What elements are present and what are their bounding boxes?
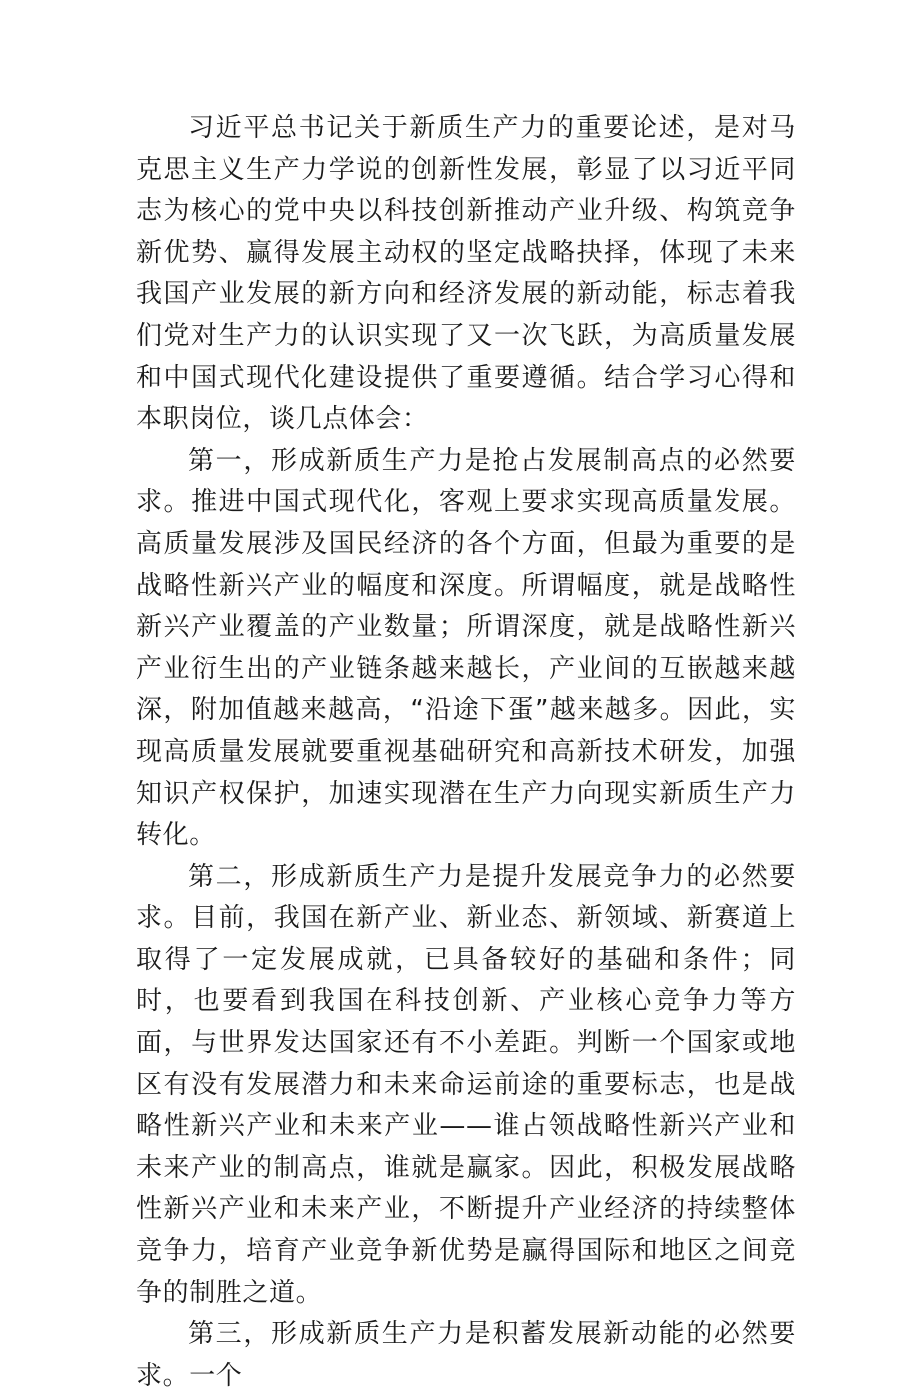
paragraph-point-two: 第二，形成新质生产力是提升发展竞争力的必然要求。目前，我国在新产业、新业态、新领域、新赛道上取得了一定发展成就，已具备较好的基础和条件；同时，也要看到我国在科技创新、产业核心竞争力等方面，与世界发达国家还有不小差距。判断一个国家或地区有没有发展潜力和未来命运前途的重要标志，也是战略性新兴产业和未来产业——谁占领战略性新兴产业和未来产业的制高点，谁就是赢家。因此，积极发展战略性新兴产业和未来产业，不断提升产业经济的持续整体竞争力，培育产业竞争新优势是赢得国际和地区之间竞争的制胜之道。	[136, 861, 796, 1308]
paragraph-point-three: 第三，形成新质生产力是积蓄发展新动能的必然要求。一个	[136, 1319, 796, 1391]
paragraph-point-one: 第一，形成新质生产力是抢占发展制高点的必然要求。推进中国式现代化，客观上要求实现高质量发展。高质量发展涉及国民经济的各个方面，但最为重要的是战略性新兴产业的幅度和深度。所谓幅度，就是战略性新兴产业覆盖的产业数量；所谓深度，就是战略性新兴产业衍生出的产业链条越来越长，产业间的互嵌越来越深，附加值越来越高，“沿途下蛋”越来越多。因此，实现高质量发展就要重视基础研究和高新技术研发，加强知识产权保护，加速实现潜在生产力向现实新质生产力转化。	[136, 445, 796, 851]
paragraph-intro: 习近平总书记关于新质生产力的重要论述，是对马克思主义生产力学说的创新性发展，彰显了以习近平同志为核心的党中央以科技创新推动产业升级、构筑竞争新优势、赢得发展主动权的坚定战略抉择，体现了未来我国产业发展的新方向和经济发展的新动能，标志着我们党对生产力的认识实现了又一次飞跃，为高质量发展和中国式现代化建设提供了重要遵循。结合学习心得和本职岗位，谈几点体会：	[136, 113, 796, 435]
document-body	[136, 108, 796, 1397]
